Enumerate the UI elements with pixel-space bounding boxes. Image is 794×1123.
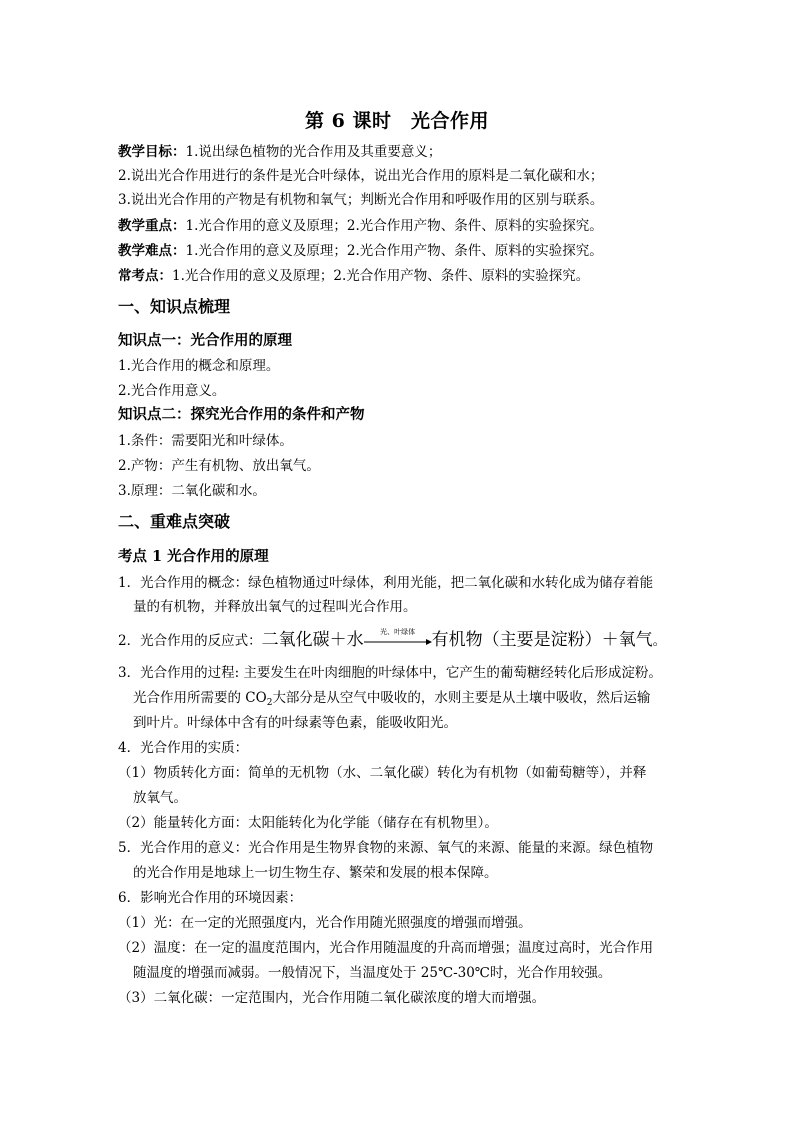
objective-3: 3.说出光合作用的产物是有机物和氧气；判断光合作用和呼吸作用的区别与联系。 [118,192,604,208]
kp2-heading: 知识点二：探究光合作用的条件和产物 [118,406,365,423]
key-points-text: 1.光合作用的意义及原理；2.光合作用产物、条件、原料的实验探究。 [185,218,603,234]
p1-line-a: 1．光合作用的概念：绿色植物通过叶绿体，利用光能，把二氧化碳和水转化成为储存着能 [118,575,654,591]
p4-1-line-a: （1）物质转化方面：简单的无机物（水、二氧化碳）转化为有机物（如葡萄糖等），并释 [118,765,647,781]
p4-2: （2）能量转化方面：太阳能转化为化学能（储存在有机物里）。 [118,815,498,831]
p1-line-b: 量的有机物，并释放出氧气的过程叫光合作用。 [133,599,417,615]
difficult-points-text: 1.光合作用的意义及原理；2.光合作用产物、条件、原料的实验探究。 [185,243,603,259]
objective-1: 1.说出绿色植物的光合作用及其重要意义； [185,144,442,160]
p2-equation-line [118,628,667,650]
p5-line-a: 5．光合作用的意义：光合作用是生物界食物的来源、氧气的来源、能量的来源。绿色植物 [118,840,654,856]
reaction-condition: 光、叶绿体 [380,628,416,636]
section1-heading: 一、知识点梳理 [118,297,231,316]
common-points-label: 常考点： [118,268,172,284]
difficult-points-label: 教学难点： [118,243,186,259]
p2-prefix: 2．光合作用的反应式： [118,633,262,649]
p3-line-b [133,690,650,711]
objective-2: 2.说出光合作用进行的条件是光合叶绿体，说出光合作用的原料是二氧化碳和水； [118,168,604,184]
page-title: 第 6 课时 光合作用 [305,110,489,132]
kp1-heading: 知识点一：光合作用的原理 [118,332,292,349]
kp1-item-1: 1.光合作用的概念和原理。 [118,358,280,374]
p4-1-line-b: 放氧气。 [133,790,187,806]
p3-line-a: 3．光合作用的过程: 主要发生在叶肉细胞的叶绿体中，它产生的葡萄糖经转化后形成淀粉。 [118,665,662,681]
reaction-arrow [364,628,432,647]
topic1-heading: 考点 1 光合作用的原理 [118,548,269,565]
p3-line-c: 到叶片。叶绿体中含有的叶绿素等色素，能吸收阳光。 [133,715,457,731]
kp1-item-2: 2.光合作用意义。 [118,383,226,399]
p6-heading: 6．影响光合作用的环境因素： [118,890,303,906]
key-points-line [118,218,603,234]
p6-1: （1）光：在一定的光照强度内，光合作用随光照强度的增强而增强。 [118,915,532,931]
kp2-item-3: 3.原理：二氧化碳和水。 [118,483,266,499]
p4-heading: 4．光合作用的实质： [118,740,249,756]
key-points-label: 教学重点： [118,218,186,234]
kp2-item-1: 1.条件：需要阳光和叶绿体。 [118,433,293,449]
common-points-line [118,268,589,284]
p6-2-line-b: 随温度的增强而减弱。一般情况下，当温度处于 25℃-30℃时，光合作用较强。 [133,965,612,981]
objectives-line-1 [118,144,441,160]
common-points-text: 1.光合作用的意义及原理；2.光合作用产物、条件、原料的实验探究。 [172,268,590,284]
kp2-item-2: 2.产物：产生有机物、放出氧气。 [118,458,320,474]
equation-end: 。 [652,633,667,649]
p6-2-line-a: （2）温度：在一定的温度范围内，光合作用随温度的升高而增强；温度过高时，光合作用 [118,940,654,956]
p3-b-pre: 光合作用所需要的 CO [133,690,267,706]
p6-3: （3）二氧化碳：一定范围内，光合作用随二氧化碳浓度的增大而增强。 [118,990,546,1006]
p3-b-post: 大部分是从空气中吸收的，水则主要是从土壤中吸收，然后运输 [272,690,651,706]
co2-subscript: 2 [266,698,273,708]
p5-line-b: 的光合作用是地球上一切生物生存、繁荣和发展的根本保障。 [133,865,498,881]
equation-products: 有机物（主要是淀粉）＋氧气 [431,630,653,650]
arrow-icon [364,638,432,646]
objectives-label: 教学目标： [118,144,186,160]
equation-reactants: 二氧化碳＋水 [261,630,364,650]
section2-heading: 二、重难点突破 [118,512,231,531]
difficult-points-line [118,243,603,259]
